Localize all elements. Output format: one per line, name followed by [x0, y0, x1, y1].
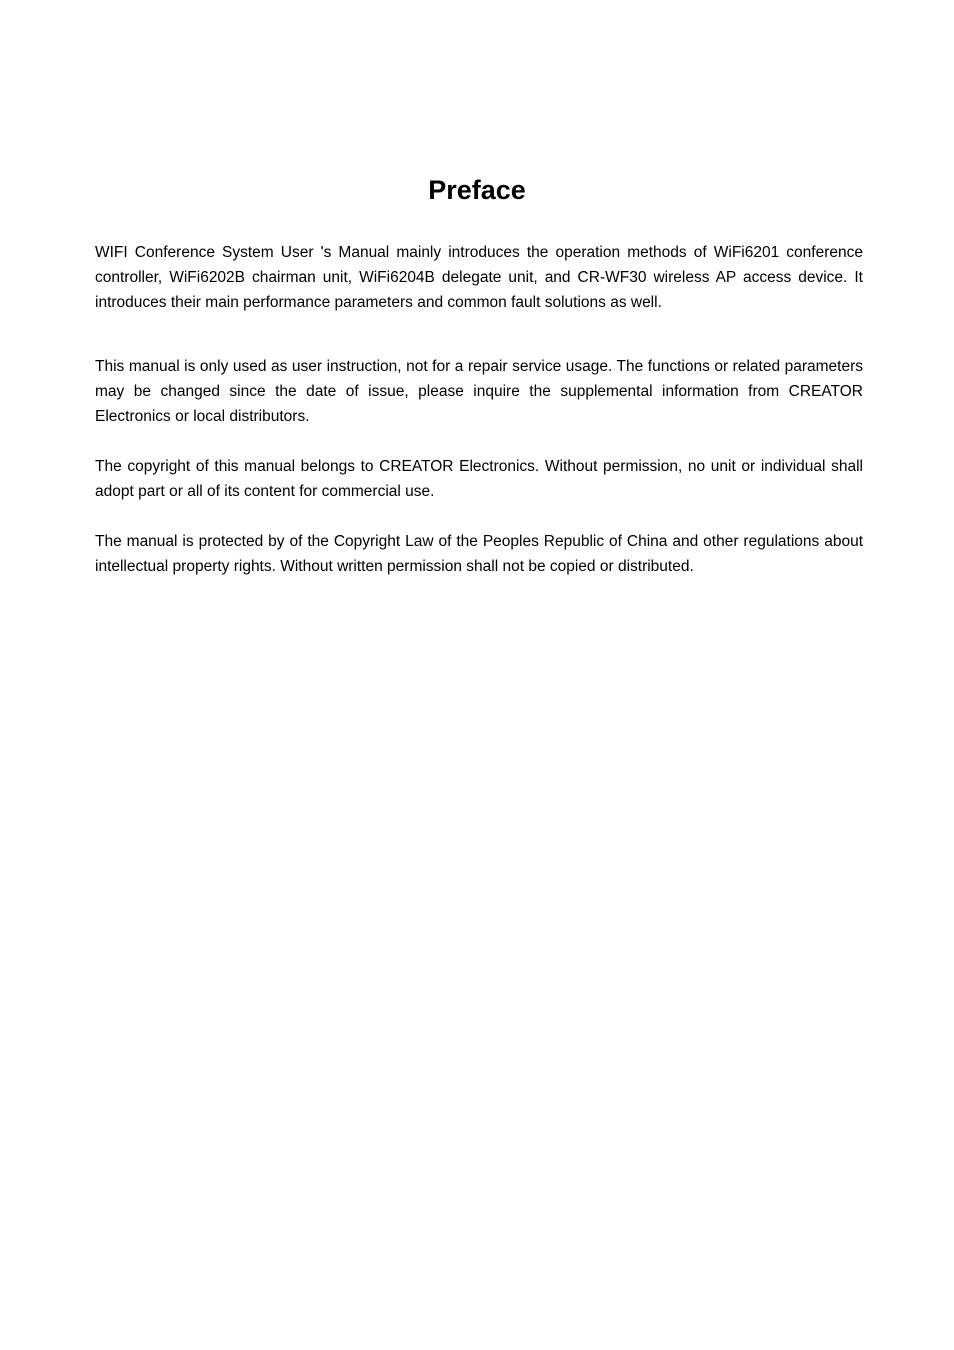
paragraph-usage-notice: This manual is only used as user instruction, not for a repair service usage. The functions or related parameters may be changed since the date of issue, please inquire the supplemental information from CREATOR Electronics or local distributors.	[95, 358, 863, 425]
page-title: Preface	[428, 175, 526, 205]
paragraph-copyright: The copyright of this manual belongs to CREATOR Electronics. Without permission, no unit or individual shall adopt part or all of its content for commercial use.	[95, 458, 863, 500]
paragraph-introduction: WIFI Conference System User 's Manual mainly introduces the operation methods of WiFi6201 conference controller, WiFi6202B chairman unit, WiFi6204B delegate unit, and CR-WF30 wireless AP access device. It introduces their main performance parameters and common fault solutions as well.	[95, 244, 863, 311]
paragraph-legal-protection: The manual is protected by of the Copyright Law of the Peoples Republic of China and other regulations about intellectual property rights. Without written permission shall not be copied or distributed.	[95, 533, 863, 575]
